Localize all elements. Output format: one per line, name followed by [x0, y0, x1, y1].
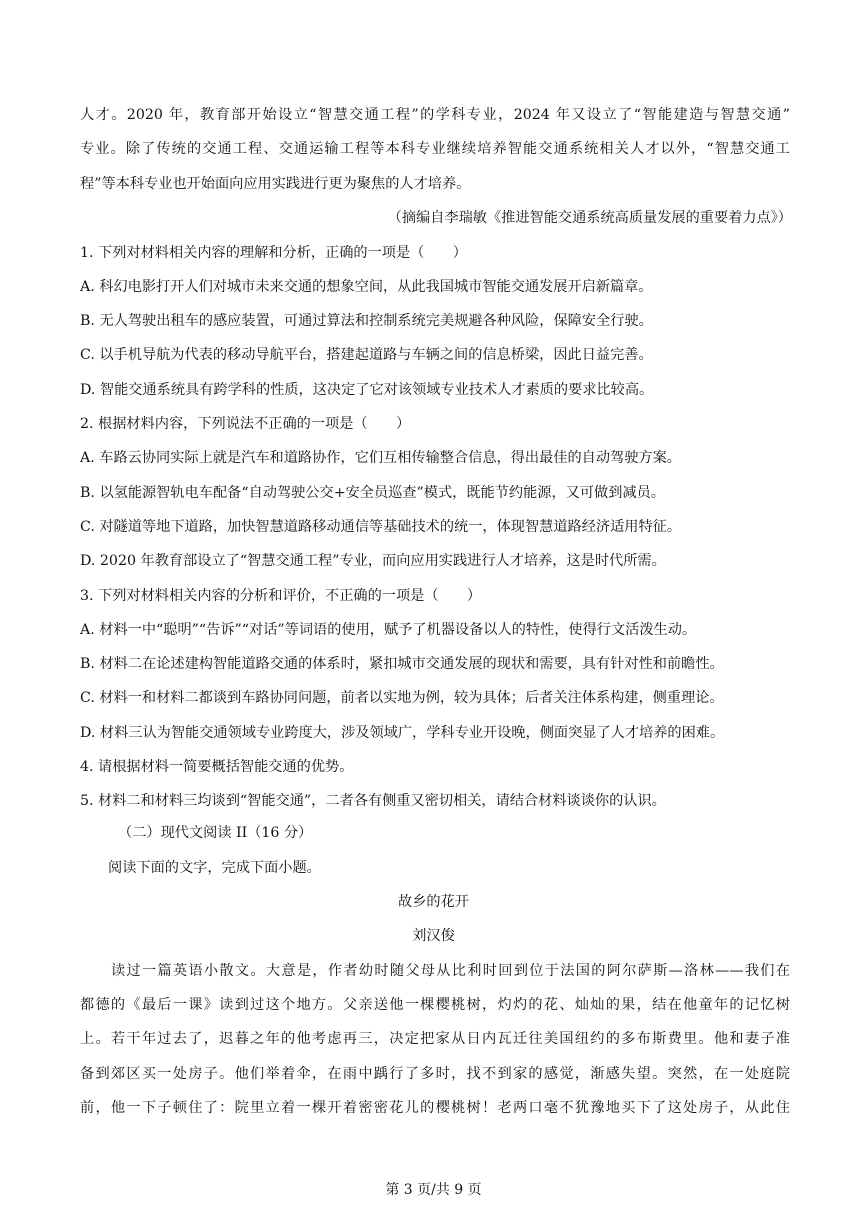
question-3-stem: 3. 下列对材料相关内容的分析和评价，不正确的一项是（ ）	[80, 588, 482, 604]
question-2-option-c: C. 对隧道等地下道路，加快智慧道路移动通信等基础技术的统一，体现智慧道路经济适用特征。	[80, 519, 682, 535]
question-2-option-d: D. 2020 年教育部设立了“智慧交通工程”专业，而向应用实践进行人才培养，这是时代所需。	[80, 553, 666, 569]
question-1-option-d: D. 智能交通系统具有跨学科的性质，这决定了它对该领域专业技术人才素质的要求比较高。	[80, 382, 654, 398]
question-1-stem: 1. 下列对材料相关内容的理解和分析，正确的一项是（ ）	[80, 245, 467, 261]
essay-line: 上。若干年过去了，迟暮之年的他考虑再三，决定把家从日内瓦迁往美国纽约的多布斯费里。他和妻子准	[80, 1031, 790, 1047]
section-instruction: 阅读下面的文字，完成下面小题。	[108, 860, 321, 876]
question-1-option-c: C. 以手机导航为代表的移动导航平台，搭建起道路与车辆之间的信息桥梁，因此日益完善。	[80, 347, 653, 363]
essay-line: 读过一篇英语小散文。大意是，作者幼时随父母从比利时回到位于法国的阿尔萨斯—洛林——我们在	[80, 963, 790, 979]
passage-line: 人才。2020 年，教育部开始设立“智慧交通工程”的学科专业，2024 年又设立了“智能建造与智慧交通”	[80, 107, 790, 123]
question-2-stem: 2. 根据材料内容，下列说法不正确的一项是（ ）	[80, 416, 411, 432]
question-2-option-a: A. 车路云协同实际上就是汽车和道路协作，它们互相传输整合信息，得出最佳的自动驾驶方案。	[80, 450, 681, 466]
source-citation: （摘编自李瑞敏《推进智能交通系统高质量发展的重要着力点》）	[387, 210, 792, 226]
section-heading: （二）现代文阅读 II（16 分）	[118, 825, 313, 841]
question-3-option-d: D. 材料三认为智能交通领域专业跨度大，涉及领域广，学科专业开设晚，侧面突显了人才培养的困难。	[80, 725, 725, 741]
essay-line: 备到郊区买一处房子。他们举着伞，在雨中踽行了多时，找不到家的感觉，渐感失望。突然，在一处庭院	[80, 1066, 790, 1082]
question-3-option-a: A. 材料一中“聪明”“告诉”“对话”等词语的使用，赋予了机器设备以人的特性，使得行文活泼生动。	[80, 622, 697, 638]
essay-author: 刘汉俊	[412, 928, 455, 944]
passage-line: 专业。除了传统的交通工程、交通运输工程等本科专业继续培养智能交通系统相关人才以外，“智慧交通工	[80, 141, 790, 157]
page-footer: 第 3 页/共 9 页	[385, 1182, 482, 1198]
passage-line: 程”等本科专业也开始面向应用实践进行更为聚焦的人才培养。	[80, 176, 471, 192]
essay-line: 前，他一下子顿住了：院里立着一棵开着密密花儿的樱桃树！老两口毫不犹豫地买下了这处房子，从此住	[80, 1100, 790, 1116]
question-2-option-b: B. 以氢能源智轨电车配备“自动驾驶公交+安全员巡查”模式，既能节约能源，又可做到减员。	[80, 485, 665, 501]
question-1-option-b: B. 无人驾驶出租车的感应装置，可通过算法和控制系统完美规避各种风险，保障安全行驶。	[80, 313, 653, 329]
question-3-option-b: B. 材料二在论述建构智能道路交通的体系时，紧扣城市交通发展的现状和需要，具有针对性和前瞻性。	[80, 656, 724, 672]
question-5-stem: 5. 材料二和材料三均谈到“智能交通”，二者各有侧重又密切相关，请结合材料谈谈你的认识。	[80, 793, 666, 809]
question-4-stem: 4. 请根据材料一简要概括智能交通的优势。	[80, 759, 354, 775]
essay-line: 都德的《最后一课》读到过这个地方。父亲送他一棵樱桃树，灼灼的花、灿灿的果，结在他童年的记忆树	[80, 997, 790, 1013]
essay-title: 故乡的花开	[398, 894, 469, 910]
question-1-option-a: A. 科幻电影打开人们对城市未来交通的想象空间，从此我国城市智能交通发展开启新篇章。	[80, 279, 653, 295]
question-3-option-c: C. 材料一和材料二都谈到车路协同问题，前者以实地为例，较为具体；后者关注体系构建，侧重理论。	[80, 690, 724, 706]
